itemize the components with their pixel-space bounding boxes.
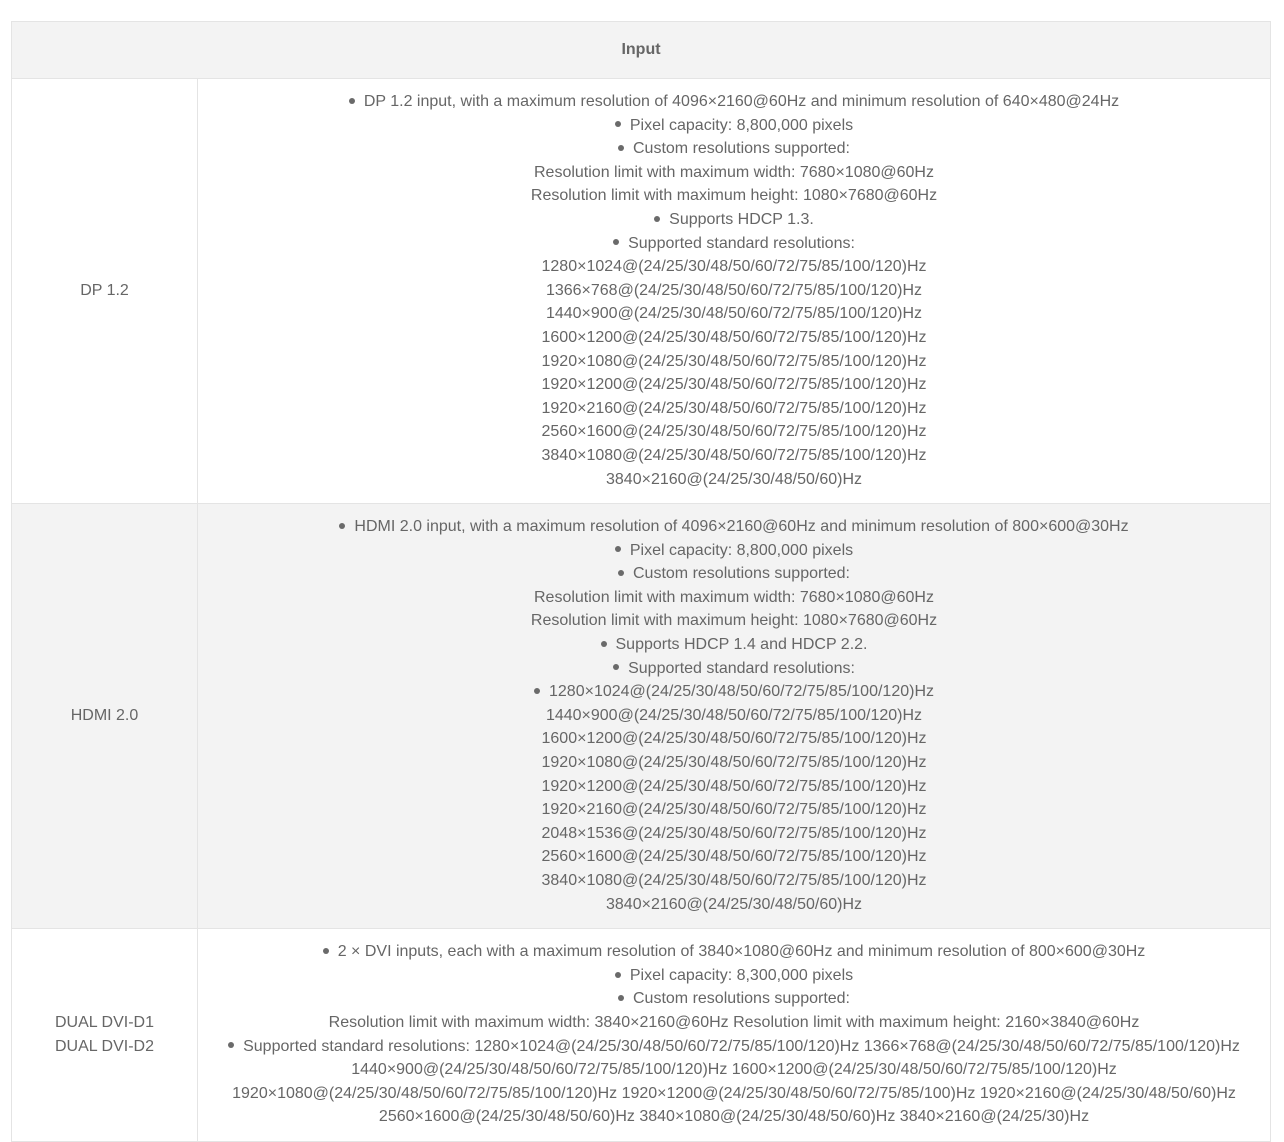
line-text: 1920×1080@(24/25/30/48/50/60/72/75/85/100/120)Hz [541,352,927,370]
text-line [198,420,1270,444]
line-text: 1600×1200@(24/25/30/48/50/60/72/75/85/100/120)Hz [541,730,927,748]
text-line [198,775,1270,799]
line-text: Resolution limit with maximum height: 1080×7680@60Hz [530,612,938,630]
line-text: 3840×2160@(24/25/30/48/50/60)Hz [606,470,862,488]
row-content-cell [198,929,1271,1142]
line-text: 2560×1600@(24/25/30/48/50/60)Hz 3840×1080@(24/25/30/48/50/60)Hz 3840×2160@(24/25/30)Hz [378,1108,1090,1126]
row-label: DP 1.2 [80,282,129,300]
bullet-line [198,940,1270,964]
line-text: 1920×1080@(24/25/30/48/50/60/72/75/85/100/120)Hz [541,754,927,772]
text-line [198,798,1270,822]
text-line [198,161,1270,185]
line-text: 1280×1024@(24/25/30/48/50/60/72/75/85/100/120)Hz [549,683,934,701]
bullet-dot-icon [615,972,621,978]
line-text: Supported standard resolutions: [628,234,855,252]
line-text: 2560×1600@(24/25/30/48/50/60/72/75/85/100/120)Hz [541,423,927,441]
line-text: HDMI 2.0 input, with a maximum resolution of 4096×2160@60Hz and minimum resolution of 800×600@30Hz [354,518,1129,536]
line-text: Resolution limit with maximum height: 1080×7680@60Hz [530,187,938,205]
text-line [198,869,1270,893]
bullet-line [198,1035,1270,1059]
bullet-dot-icon [339,523,345,529]
bullet-dot-icon [601,641,607,647]
line-text: 3840×2160@(24/25/30/48/50/60)Hz [606,895,862,913]
text-line [198,751,1270,775]
row-label-cell [12,79,198,504]
text-line [198,822,1270,846]
line-text: Resolution limit with maximum width: 7680×1080@60Hz [534,588,934,606]
line-text: 1440×900@(24/25/30/48/50/60/72/75/85/100/120)Hz 1600×1200@(24/25/30/48/50/60/72/75/85/100/120)Hz [351,1061,1117,1079]
table-header: Input [12,22,1271,79]
bullet-line [198,657,1270,681]
line-text: 1366×768@(24/25/30/48/50/60/72/75/85/100/120)Hz [545,281,923,299]
line-text: 3840×1080@(24/25/30/48/50/60/72/75/85/100/120)Hz [541,446,927,464]
text-line [198,727,1270,751]
bullet-line [198,633,1270,657]
line-text: 1920×2160@(24/25/30/48/50/60/72/75/85/100/120)Hz [541,801,927,819]
line-text: 1600×1200@(24/25/30/48/50/60/72/75/85/100/120)Hz [541,328,927,346]
text-line [198,184,1270,208]
bullet-line [198,208,1270,232]
text-line [198,1058,1270,1082]
line-text: 2560×1600@(24/25/30/48/50/60/72/75/85/100/120)Hz [541,848,927,866]
bullet-dot-icon [618,570,624,576]
row-label: DUAL DVI-D2 [55,1038,154,1056]
text-line [198,704,1270,728]
line-text: Resolution limit with maximum width: 3840×2160@60Hz Resolution limit with maximum height: 2160×3840@60Hz [328,1013,1140,1031]
line-text: Supported standard resolutions: [628,659,855,677]
line-text: 1280×1024@(24/25/30/48/50/60/72/75/85/100/120)Hz [541,258,927,276]
text-line [198,893,1270,917]
table-row-dp [12,79,1271,504]
row-label-cell [12,504,198,929]
line-text: Pixel capacity: 8,300,000 pixels [629,966,854,984]
bullet-line [198,515,1270,539]
text-line [198,609,1270,633]
line-text: Supports HDCP 1.3. [669,210,814,228]
text-line [198,255,1270,279]
line-text: 1920×1080@(24/25/30/48/50/60/72/75/85/100/120)Hz 1920×1200@(24/25/30/48/50/60/72/75/85/100)Hz 1920×2160@(24/25/30/48/50/60)Hz [232,1084,1236,1102]
bullet-dot-icon [618,995,624,1001]
row-label: DUAL DVI-D1 [55,1014,154,1032]
line-text: Custom resolutions supported: [633,140,850,158]
text-line [198,350,1270,374]
bullet-dot-icon [618,145,624,151]
text-line [198,845,1270,869]
bullet-line [198,562,1270,586]
line-text: Pixel capacity: 8,800,000 pixels [629,541,854,559]
bullet-line [198,232,1270,256]
row-content-cell [198,504,1271,929]
table-row-hdmi [12,504,1271,929]
bullet-dot-icon [228,1042,234,1048]
line-text: DP 1.2 input, with a maximum resolution of 4096×2160@60Hz and minimum resolution of 640×480@24Hz [363,93,1120,110]
bullet-line [198,964,1270,988]
line-text: Custom resolutions supported: [633,565,850,583]
bullet-line [198,114,1270,138]
bullet-dot-icon [613,664,619,670]
bullet-dot-icon [615,121,621,127]
text-line [198,1105,1270,1129]
text-line [198,586,1270,610]
text-line [198,373,1270,397]
bullet-dot-icon [654,216,660,222]
bullet-line [198,137,1270,161]
bullet-dot-icon [323,948,329,954]
bullet-dot-icon [534,688,540,694]
text-line [198,326,1270,350]
text-line [198,444,1270,468]
line-text: 1920×2160@(24/25/30/48/50/60/72/75/85/100/120)Hz [541,399,927,417]
line-text: Resolution limit with maximum width: 7680×1080@60Hz [534,163,934,181]
line-text: 1920×1200@(24/25/30/48/50/60/72/75/85/100/120)Hz [541,777,927,795]
text-line [198,1082,1270,1106]
line-text: 1440×900@(24/25/30/48/50/60/72/75/85/100/120)Hz [545,305,923,323]
bullet-line [198,90,1270,114]
text-line [198,468,1270,492]
text-line [198,397,1270,421]
line-text: 3840×1080@(24/25/30/48/50/60/72/75/85/100/120)Hz [541,872,927,889]
line-text: Supports HDCP 1.4 and HDCP 2.2. [615,636,868,654]
bullet-line [198,539,1270,563]
line-text: 2048×1536@(24/25/30/48/50/60/72/75/85/100/120)Hz [541,824,927,842]
line-text: Custom resolutions supported: [633,990,850,1008]
bullet-line [198,987,1270,1011]
line-text: Supported standard resolutions: 1280×1024@(24/25/30/48/50/60/72/75/85/100/120)Hz 1366×768@(24/25/30/48/50/60/72/75/85/100/120)Hz [243,1037,1240,1055]
text-line [198,279,1270,303]
text-line [198,1011,1270,1035]
line-text: Pixel capacity: 8,800,000 pixels [629,116,854,134]
text-line [198,302,1270,326]
row-label-cell [12,929,198,1142]
bullet-dot-icon [615,546,621,552]
row-label: HDMI 2.0 [70,707,139,725]
bullet-line [198,680,1270,704]
bullet-dot-icon [349,98,355,104]
line-text: 1920×1200@(24/25/30/48/50/60/72/75/85/100/120)Hz [541,376,927,394]
line-text: 2 × DVI inputs, each with a maximum resolution of 3840×1080@60Hz and minimum resolution of 800×600@30Hz [337,943,1146,961]
table-row-dvi [12,929,1271,1142]
line-text: 1440×900@(24/25/30/48/50/60/72/75/85/100/120)Hz [545,706,923,724]
bullet-dot-icon [613,239,619,245]
row-content-cell [198,79,1271,504]
input-spec-table [11,21,1271,1142]
